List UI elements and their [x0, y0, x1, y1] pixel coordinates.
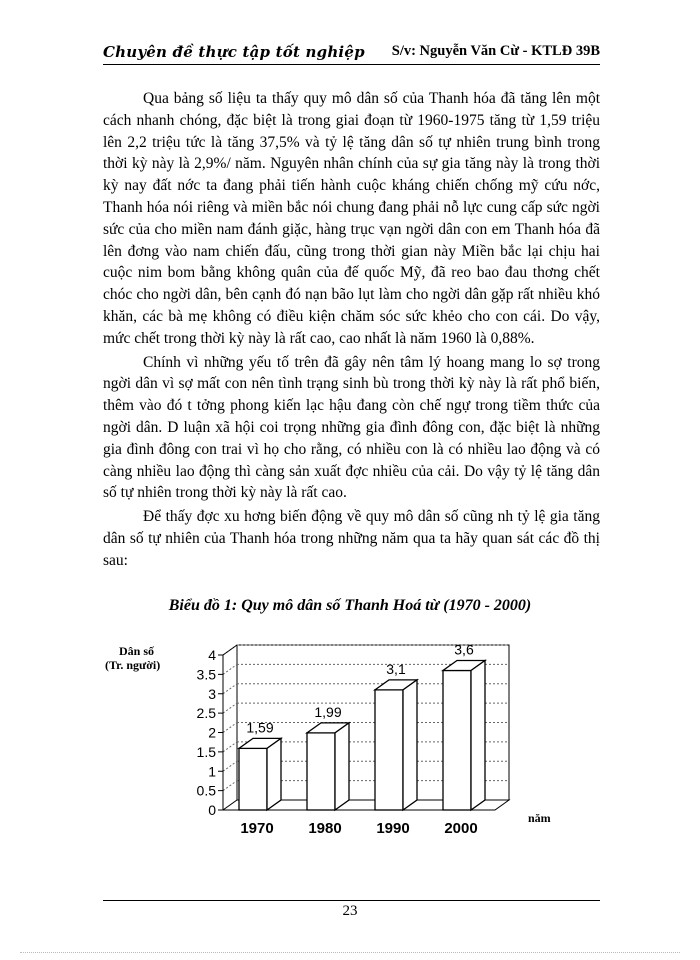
y-axis-unit: (Tr. người) [105, 658, 161, 672]
paragraph-3: Để thấy đợc xu hơng biến động về quy mô dân số cũng nh tỷ lệ gia tăng dân số tự nhiên của Thanh hóa trong những năm qua ta hãy quan sát các đồ thị sau: [103, 508, 600, 569]
y-tick-label: 2.5 [196, 705, 216, 722]
x-tick-label: 1990 [376, 820, 410, 837]
bar-value-label: 3,6 [454, 641, 474, 658]
y-tick-label: 0.5 [196, 782, 216, 799]
x-tick-label: 1980 [308, 820, 342, 837]
paragraph-1: Qua bảng số liệu ta thấy quy mô dân số của Thanh hóa đã tăng lên một cách nhanh chóng, đặc biệt là trong giai đoạn từ 1960-1975 tăng từ 1,59 triệu lên 2,2 triệu tức là tăng 37,5% và tỷ lệ tăng dân số tự nhiên trung bình trong thời kỳ này là 2,9%/ năm. Nguyên nhân chính của sự gia tăng này là trong thời kỳ nay đất nớc ta đang phải tiến hành cuộc kháng chiến chống mỹ cứu nớc, Thanh hóa nói riêng và miền bắc nói chung đang phải nỗ lực cung cấp sức ngời sức của cho miền nam đánh giặc, hàng trục vạn ngời dân con em Thanh hóa đã lên đơng vào nam chiến đấu, cũng trong thời gian này Miền bắc lại chịu hai cuộc nim bom bằng không quân của đế quốc Mỹ, đã reo bao đau thơng chết chóc cho ngời dân, bên cạnh đó nạn bão lụt làm cho ngời dân gặp rất nhiều khó khăn, các bà mẹ không có điều kiện chăm sóc sức khẻo cho con cái. Do vậy, mức chết trong thời kỳ này là rất cao, cao nhất là năm 1960 là 0,88%. [103, 90, 600, 347]
y-axis-title: Dân số [119, 644, 155, 658]
header-title: Chuyên đề thực tập tốt nghiệp [103, 43, 365, 61]
gridline-side [223, 781, 237, 791]
gridline-side [223, 703, 237, 713]
bar [307, 733, 335, 810]
bar-value-label: 1,59 [246, 719, 274, 736]
y-tick-label: 1 [208, 763, 216, 780]
y-tick-label: 3 [208, 685, 216, 702]
bar-side [403, 680, 417, 810]
y-tick-label: 3.5 [196, 666, 216, 683]
x-tick-label: 2000 [444, 820, 478, 837]
bar-value-label: 3,1 [386, 660, 406, 677]
bar [239, 748, 267, 810]
y-tick-label: 2 [208, 724, 216, 741]
bar-side [335, 723, 349, 810]
x-axis-title: năm [528, 811, 551, 825]
footer-divider [103, 900, 600, 901]
gridline-side [223, 723, 237, 733]
bar-side [471, 661, 485, 811]
paragraph-2: Chính vì những yếu tố trên đã gây nên tâm lý hoang mang lo sợ trong ngời dân vì sợ mất con nên tình trạng sinh bù trong thời kỳ này là rất phổ biến, thêm vào đó t tởng phong kiến lạc hậu đang còn chế ngự trong tiềm thức của ngời dân. D luận xã hội coi trọng những gia đình đông con, đặc biệt là những gia đình đông con trai vì họ cho rằng, có nhiều con là có nhiều lao động và có càng nhiều lao động thì càng sản xuất đợc nhiều của cải. Do vậy tỷ lệ tăng dân số tự nhiên trong thời kỳ này là rất cao. [103, 353, 600, 502]
gridline-side [223, 684, 237, 694]
page-bottom-border [20, 952, 680, 953]
bar [375, 690, 403, 810]
y-axis-top [223, 645, 237, 655]
y-tick-label: 4 [208, 647, 216, 663]
gridline-side [223, 742, 237, 752]
chart-caption: Biểu đồ 1: Quy mô dân số Thanh Hoá từ (1970 - 2000) [168, 597, 532, 614]
page-number: 23 [342, 903, 358, 919]
bar-value-label: 1,99 [314, 703, 342, 720]
bar [443, 671, 471, 811]
bar-side [267, 738, 281, 810]
y-tick-label: 0 [208, 802, 216, 818]
gridline-side [223, 761, 237, 771]
x-tick-label: 1970 [240, 820, 274, 837]
y-tick-label: 1.5 [196, 743, 216, 760]
header-author: S/v: Nguyễn Văn Cừ - KTLĐ 39B [391, 43, 600, 59]
gridline-side [223, 664, 237, 674]
